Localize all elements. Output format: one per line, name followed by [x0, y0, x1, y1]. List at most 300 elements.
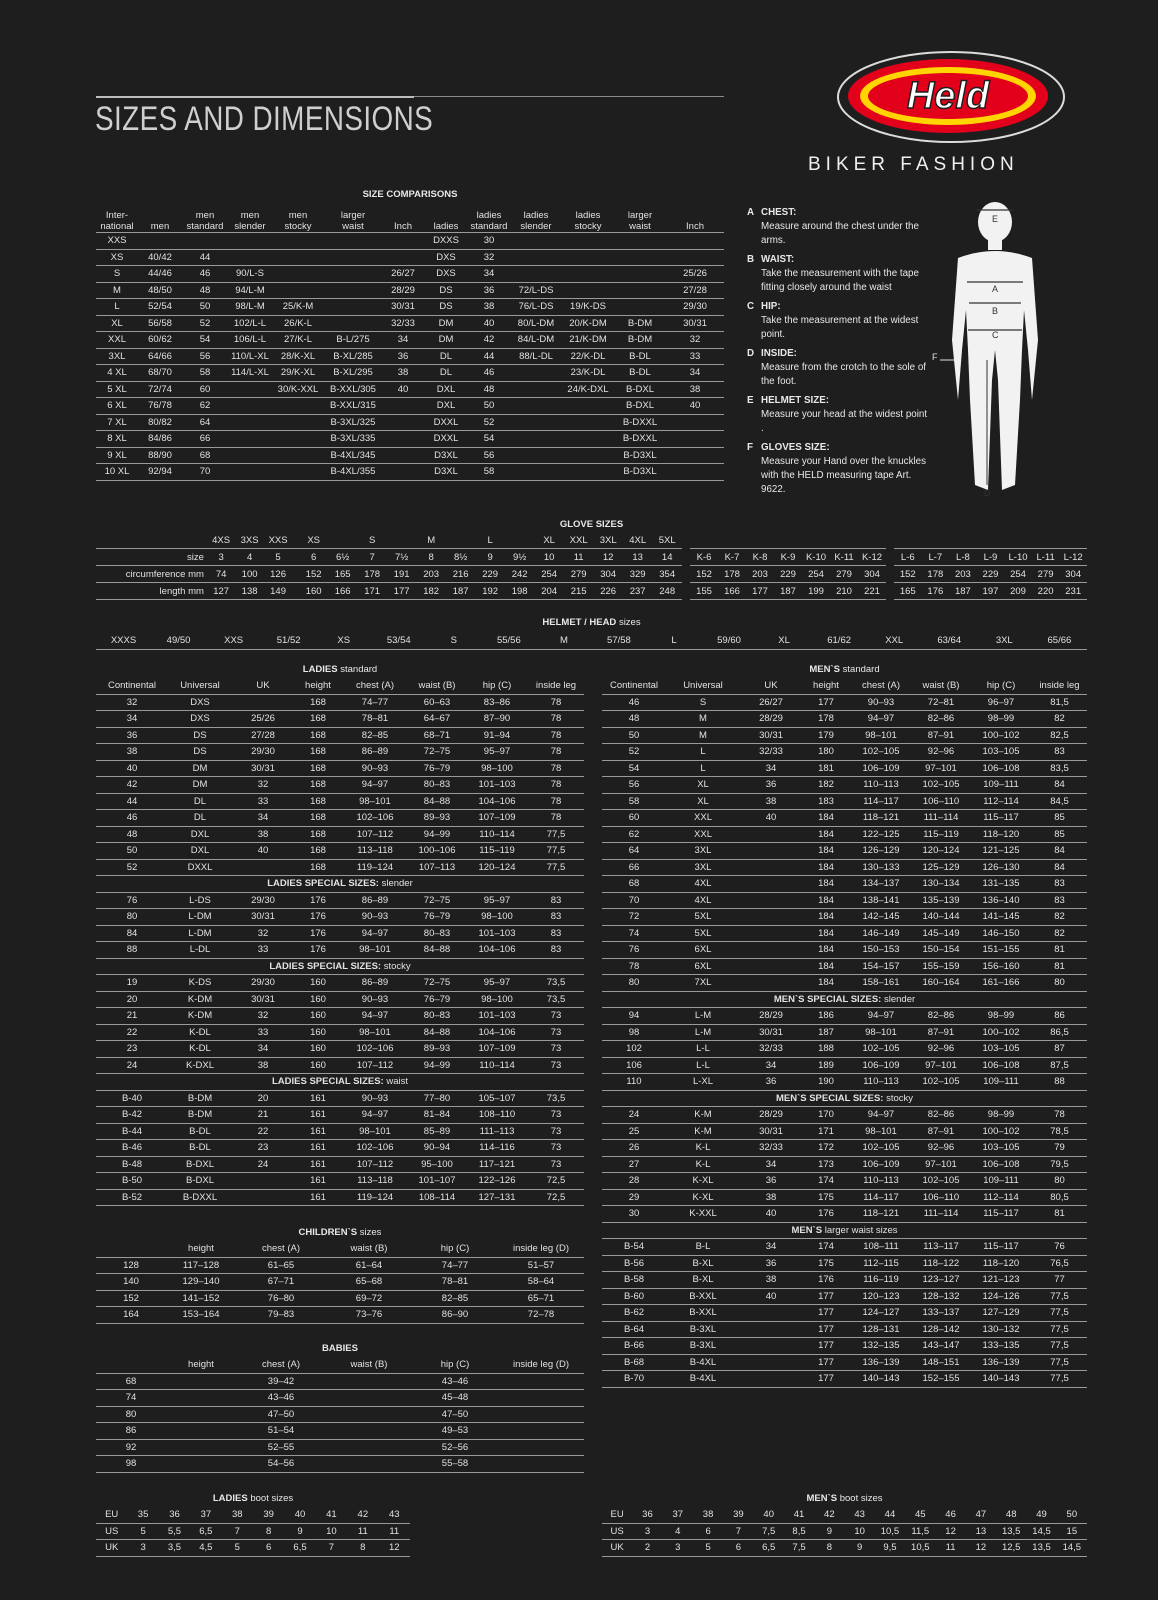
- table-cell: 90–93: [342, 760, 408, 777]
- table-cell: 47–50: [236, 1406, 326, 1423]
- table-row: [96, 1456, 584, 1473]
- table-cell: 36: [740, 1173, 802, 1190]
- held-logo: [836, 50, 1066, 144]
- glove-label: [505, 532, 535, 549]
- table-cell: [740, 1371, 802, 1388]
- table-cell: 97–101: [912, 1057, 970, 1074]
- table-cell: K-M: [666, 1107, 740, 1124]
- table-cell: 52: [182, 315, 228, 332]
- column-header: hip (C): [412, 1241, 498, 1257]
- table-cell: 33: [232, 793, 294, 810]
- table-cell: 72,5: [528, 1173, 584, 1190]
- boot-cell: 13,5: [996, 1523, 1026, 1540]
- table-cell: 73,5: [528, 975, 584, 992]
- boot-cell: 5: [693, 1540, 723, 1557]
- table-cell: 143–147: [912, 1338, 970, 1355]
- table-cell: 22/K-DL: [562, 348, 614, 365]
- table-cell: 120–124: [466, 859, 528, 876]
- boot-cell: 10,5: [905, 1540, 935, 1557]
- glove-cell: 279: [1032, 566, 1060, 583]
- table-cell: 77,5: [1032, 1338, 1087, 1355]
- helmet-title: HELMET / HEAD sizes: [542, 617, 641, 628]
- table-cell: DXXL: [424, 431, 468, 448]
- table-cell: 108–110: [466, 1107, 528, 1124]
- table-cell: 70: [182, 464, 228, 481]
- table-cell: [510, 233, 562, 250]
- table-cell: 32/33: [740, 1140, 802, 1157]
- glove-cell: 152: [690, 566, 718, 583]
- table-cell: 56/58: [138, 315, 182, 332]
- table-cell: B-48: [96, 1156, 168, 1173]
- table-cell: [510, 447, 562, 464]
- table-row: [602, 1239, 1087, 1256]
- table-cell: 114–117: [850, 1189, 912, 1206]
- column-header: height: [802, 678, 850, 694]
- table-cell: 4XL: [666, 892, 740, 909]
- table-cell: [382, 398, 424, 415]
- table-cell: 40: [740, 1288, 802, 1305]
- table-cell: 20: [232, 1090, 294, 1107]
- glove-sizes-title: GLOVE SIZES: [559, 519, 624, 530]
- column-header: men stocky: [272, 202, 324, 233]
- table-cell: 122–125: [850, 826, 912, 843]
- subsection-header: [96, 876, 584, 893]
- size-comparisons-table: [96, 202, 724, 481]
- glove-cell: 4: [234, 549, 265, 566]
- helmet-cell: M: [536, 633, 591, 649]
- table-cell: [272, 447, 324, 464]
- table-cell: 115–119: [466, 843, 528, 860]
- table-cell: 84: [1032, 777, 1087, 794]
- table-cell: 184: [802, 859, 850, 876]
- table-row: [602, 1189, 1087, 1206]
- table-cell: M: [666, 727, 740, 744]
- table-row: [96, 975, 584, 992]
- glove-row: [96, 566, 682, 583]
- table-row: [602, 958, 1087, 975]
- glove-cell: 149: [265, 583, 291, 600]
- table-cell: 170: [802, 1107, 850, 1124]
- measurement-name: CHEST:: [761, 207, 797, 218]
- helmet-cell: 49/50: [151, 633, 206, 649]
- table-cell: DXXS: [424, 233, 468, 250]
- table-cell: 78: [528, 810, 584, 827]
- glove-row: [894, 583, 1087, 600]
- glove-cell: 138: [234, 583, 265, 600]
- table-row: [96, 694, 584, 711]
- table-cell: 42: [468, 332, 510, 349]
- table-row: [602, 777, 1087, 794]
- table-cell: 111–114: [912, 1206, 970, 1223]
- glove-cell: 254: [1004, 566, 1032, 583]
- table-cell: 176: [802, 1206, 850, 1223]
- table-cell: 168: [294, 760, 342, 777]
- subsection-title: LADIES SPECIAL SIZES: stocky: [96, 958, 584, 975]
- boot-cell: 12: [379, 1540, 410, 1557]
- table-cell: 77,5: [528, 843, 584, 860]
- table-cell: 44: [182, 249, 228, 266]
- glove-cell: [291, 566, 299, 583]
- table-cell: 74–77: [412, 1257, 498, 1274]
- table-cell: 30/31: [740, 1024, 802, 1041]
- table-cell: 42: [96, 777, 168, 794]
- measurement-item: [747, 394, 932, 436]
- table-cell: B-4XL/345: [324, 447, 382, 464]
- table-cell: 83–86: [466, 694, 528, 711]
- table-row: [96, 365, 724, 382]
- table-cell: 94–97: [850, 1107, 912, 1124]
- children-table: [96, 1241, 584, 1324]
- glove-cell: 191: [387, 566, 417, 583]
- table-cell: 176: [294, 892, 342, 909]
- table-cell: 80,5: [1032, 1189, 1087, 1206]
- table-cell: 77,5: [1032, 1305, 1087, 1322]
- table-row: [602, 1206, 1087, 1223]
- table-cell: 7 XL: [96, 414, 138, 431]
- table-cell: 121–123: [970, 1272, 1032, 1289]
- glove-cell: 199: [802, 583, 830, 600]
- table-cell: 19: [96, 975, 168, 992]
- table-cell: B-XL/285: [324, 348, 382, 365]
- boot-cell: 48: [996, 1507, 1026, 1523]
- glove-cell: 354: [652, 566, 682, 583]
- boot-cell: 36: [159, 1507, 190, 1523]
- boot-cell: 10: [316, 1523, 347, 1540]
- glove-row: [894, 566, 1087, 583]
- table-cell: 72–75: [408, 744, 466, 761]
- table-cell: 87–91: [912, 1024, 970, 1041]
- helmet-cell: 3XL: [977, 633, 1032, 649]
- table-cell: 73: [528, 1008, 584, 1025]
- table-cell: [324, 233, 382, 250]
- table-cell: 145–149: [912, 925, 970, 942]
- table-cell: 106–108: [970, 760, 1032, 777]
- glove-cell: L-10: [1004, 549, 1032, 566]
- table-cell: 27: [602, 1156, 666, 1173]
- table-cell: 51–54: [236, 1423, 326, 1440]
- table-cell: 44/46: [138, 266, 182, 283]
- table-cell: 78–81: [342, 711, 408, 728]
- column-header: Inch: [382, 202, 424, 233]
- table-cell: 100–102: [970, 1123, 1032, 1140]
- figure-label-c: C: [992, 330, 999, 340]
- glove-cell: 11: [564, 549, 594, 566]
- glove-cell: K-11: [830, 549, 858, 566]
- glove-cell: 9: [475, 549, 505, 566]
- table-cell: L-M: [666, 1024, 740, 1041]
- table-cell: 48: [468, 381, 510, 398]
- table-cell: 128–132: [912, 1288, 970, 1305]
- measurement-text: Measure from the crotch to the sole of the foot.: [761, 362, 926, 387]
- table-cell: DXS: [168, 711, 232, 728]
- table-cell: 26/K-L: [272, 315, 324, 332]
- table-row: [96, 1189, 584, 1206]
- table-cell: 52–55: [236, 1439, 326, 1456]
- boot-cell: 49: [1026, 1507, 1056, 1523]
- table-cell: B-L: [666, 1239, 740, 1256]
- table-cell: 54: [468, 431, 510, 448]
- table-cell: 38: [740, 1189, 802, 1206]
- table-cell: 102–105: [912, 1173, 970, 1190]
- glove-cell: L-11: [1032, 549, 1060, 566]
- table-cell: 102/L-L: [228, 315, 272, 332]
- table-cell: 87–91: [912, 1123, 970, 1140]
- table-cell: 110–114: [466, 1057, 528, 1074]
- boot-cell: 5: [127, 1523, 158, 1540]
- table-cell: M: [666, 711, 740, 728]
- mens-boots-title: MEN`S boot sizes: [806, 1493, 883, 1504]
- table-cell: DXS: [168, 694, 232, 711]
- boot-cell: 8,5: [784, 1523, 814, 1540]
- table-cell: 58: [602, 793, 666, 810]
- boot-cell: UK: [602, 1540, 632, 1557]
- table-cell: 46: [602, 694, 666, 711]
- table-cell: 77,5: [528, 826, 584, 843]
- boot-cell: 6,5: [284, 1540, 315, 1557]
- table-cell: 80–83: [408, 925, 466, 942]
- table-row: [602, 1024, 1087, 1041]
- table-cell: [326, 1439, 412, 1456]
- glove-cell: 229: [774, 566, 802, 583]
- column-header: [96, 1357, 166, 1373]
- glove-cell: 127: [208, 583, 234, 600]
- glove-label: 3XS: [234, 532, 265, 549]
- table-cell: B-DXXL: [168, 1189, 232, 1206]
- table-cell: 161: [294, 1107, 342, 1124]
- glove-cell: K-10: [802, 549, 830, 566]
- table-cell: 94–97: [850, 1008, 912, 1025]
- glove-cell: 221: [858, 583, 886, 600]
- table-cell: L: [666, 760, 740, 777]
- table-row: [96, 1008, 584, 1025]
- table-cell: 77,5: [528, 859, 584, 876]
- table-cell: 142–145: [850, 909, 912, 926]
- table-cell: [382, 431, 424, 448]
- table-cell: [272, 464, 324, 481]
- measurement-item: [747, 300, 932, 342]
- table-cell: 106–110: [912, 793, 970, 810]
- table-cell: 177: [802, 1288, 850, 1305]
- table-cell: 7XL: [666, 975, 740, 992]
- table-cell: 83: [528, 925, 584, 942]
- table-cell: 104–106: [466, 793, 528, 810]
- table-cell: 72–75: [408, 975, 466, 992]
- glove-label: [690, 532, 718, 549]
- table-cell: [166, 1406, 236, 1423]
- table-cell: 30: [468, 233, 510, 250]
- table-cell: 107–113: [408, 859, 466, 876]
- boot-cell: 6: [253, 1540, 284, 1557]
- boot-cell: 39: [723, 1507, 753, 1523]
- glove-cell: 165: [328, 566, 358, 583]
- table-cell: [666, 431, 724, 448]
- table-row: [96, 727, 584, 744]
- table-cell: 82–85: [412, 1290, 498, 1307]
- table-cell: 24: [602, 1107, 666, 1124]
- table-cell: 100–102: [970, 727, 1032, 744]
- boot-cell: 11: [935, 1540, 965, 1557]
- boot-cell: EU: [96, 1507, 127, 1523]
- table-cell: 45–48: [412, 1390, 498, 1407]
- table-row: [96, 381, 724, 398]
- table-header-row: [96, 678, 584, 694]
- table-cell: 107–112: [342, 1057, 408, 1074]
- column-header: waist (B): [326, 1357, 412, 1373]
- table-row: [602, 892, 1087, 909]
- table-cell: B-DL: [614, 348, 666, 365]
- table-cell: 32: [468, 249, 510, 266]
- table-cell: 126–130: [970, 859, 1032, 876]
- table-cell: 80: [1032, 1173, 1087, 1190]
- table-cell: 81,5: [1032, 694, 1087, 711]
- table-cell: 184: [802, 925, 850, 942]
- table-cell: 34: [232, 810, 294, 827]
- table-cell: [228, 431, 272, 448]
- table-row: [96, 1173, 584, 1190]
- helmet-cell: XL: [757, 633, 812, 649]
- table-cell: 50: [602, 727, 666, 744]
- table-cell: 98–99: [970, 1008, 1032, 1025]
- table-row: [602, 1338, 1087, 1355]
- table-cell: 98–101: [850, 1123, 912, 1140]
- table-cell: 173: [802, 1156, 850, 1173]
- table-cell: DXXL: [168, 859, 232, 876]
- table-cell: 184: [802, 810, 850, 827]
- table-cell: B-46: [96, 1140, 168, 1157]
- table-cell: [182, 233, 228, 250]
- boot-cell: 9: [284, 1523, 315, 1540]
- table-cell: B-4XL/355: [324, 464, 382, 481]
- table-cell: 135–139: [912, 892, 970, 909]
- table-cell: 161: [294, 1140, 342, 1157]
- table-cell: 82–85: [342, 727, 408, 744]
- boot-cell: 38: [222, 1507, 253, 1523]
- table-cell: [510, 249, 562, 266]
- table-cell: B-DM: [168, 1107, 232, 1124]
- table-cell: 85: [1032, 826, 1087, 843]
- glove-cell: 203: [949, 566, 977, 583]
- glove-label: [858, 532, 886, 549]
- table-cell: 58–64: [498, 1274, 584, 1291]
- table-cell: 86–90: [412, 1307, 498, 1324]
- table-cell: 128–142: [912, 1321, 970, 1338]
- table-row: [602, 760, 1087, 777]
- table-cell: 117–128: [166, 1257, 236, 1274]
- table-cell: 29: [602, 1189, 666, 1206]
- table-cell: 110–113: [850, 777, 912, 794]
- table-cell: 82–86: [912, 1107, 970, 1124]
- table-cell: 110/L-XL: [228, 348, 272, 365]
- table-cell: 38: [740, 793, 802, 810]
- table-cell: [498, 1439, 584, 1456]
- table-row: [96, 414, 724, 431]
- table-cell: [272, 266, 324, 283]
- table-cell: B-DM: [168, 1090, 232, 1107]
- table-cell: 129–140: [166, 1274, 236, 1291]
- men-title: MEN`S standard: [809, 664, 880, 675]
- table-cell: 24/K-DXL: [562, 381, 614, 398]
- table-cell: 10 XL: [96, 464, 138, 481]
- table-cell: [562, 266, 614, 283]
- helmet-cell: XXXS: [96, 633, 151, 649]
- table-cell: 92: [96, 1439, 166, 1456]
- boot-cell: 7: [316, 1540, 347, 1557]
- table-cell: 79: [1032, 1140, 1087, 1157]
- table-cell: K-L: [666, 1140, 740, 1157]
- table-cell: 30/31: [740, 727, 802, 744]
- figure-label-b: B: [992, 306, 999, 316]
- boot-cell: 42: [814, 1507, 844, 1523]
- boot-cell: 14,5: [1057, 1540, 1087, 1557]
- table-cell: K-DM: [168, 991, 232, 1008]
- table-cell: [498, 1373, 584, 1390]
- table-cell: 20: [96, 991, 168, 1008]
- table-cell: DM: [424, 315, 468, 332]
- column-header: height: [294, 678, 342, 694]
- table-cell: 34: [468, 266, 510, 283]
- measurement-item: [747, 441, 932, 497]
- ladies-title: LADIES standard: [302, 664, 378, 675]
- table-cell: 122–126: [466, 1173, 528, 1190]
- table-cell: [326, 1456, 412, 1473]
- glove-cell: 74: [208, 566, 234, 583]
- table-cell: 150–153: [850, 942, 912, 959]
- table-cell: 130–133: [850, 859, 912, 876]
- table-cell: 73,5: [528, 1090, 584, 1107]
- table-cell: 161: [294, 1090, 342, 1107]
- table-cell: [666, 414, 724, 431]
- boot-cell: US: [96, 1523, 127, 1540]
- table-cell: 32: [232, 925, 294, 942]
- table-cell: [510, 381, 562, 398]
- table-cell: 161: [294, 1123, 342, 1140]
- helmet-cell: 53/54: [371, 633, 426, 649]
- table-cell: B-50: [96, 1173, 168, 1190]
- glove-label: [894, 532, 922, 549]
- table-cell: 103–105: [970, 1041, 1032, 1058]
- glove-label: [328, 532, 358, 549]
- table-row: [96, 1156, 584, 1173]
- table-cell: [272, 414, 324, 431]
- table-cell: 3XL: [666, 843, 740, 860]
- table-cell: 177: [802, 1321, 850, 1338]
- table-cell: 77,5: [1032, 1288, 1087, 1305]
- table-cell: 78: [602, 958, 666, 975]
- table-cell: DL: [424, 365, 468, 382]
- table-cell: 61–65: [236, 1257, 326, 1274]
- table-cell: 188: [802, 1041, 850, 1058]
- table-row: [96, 1041, 584, 1058]
- table-cell: 76: [1032, 1239, 1087, 1256]
- table-row: [96, 793, 584, 810]
- table-cell: 184: [802, 843, 850, 860]
- measurement-name: HIP:: [761, 301, 781, 312]
- column-header: inside leg (D): [498, 1357, 584, 1373]
- table-cell: 34: [232, 1041, 294, 1058]
- figure-label-e: E: [992, 214, 999, 224]
- boot-cell: 50: [1057, 1507, 1087, 1523]
- glove-cell: 10: [534, 549, 564, 566]
- subsection-title: MEN`S SPECIAL SIZES: stocky: [602, 1090, 1087, 1107]
- table-cell: 33: [666, 348, 724, 365]
- table-cell: 106–110: [912, 1189, 970, 1206]
- table-cell: [562, 464, 614, 481]
- table-cell: 92/94: [138, 464, 182, 481]
- table-cell: [614, 249, 666, 266]
- table-row: [96, 892, 584, 909]
- table-cell: 110–113: [850, 1074, 912, 1091]
- table-row: [96, 942, 584, 959]
